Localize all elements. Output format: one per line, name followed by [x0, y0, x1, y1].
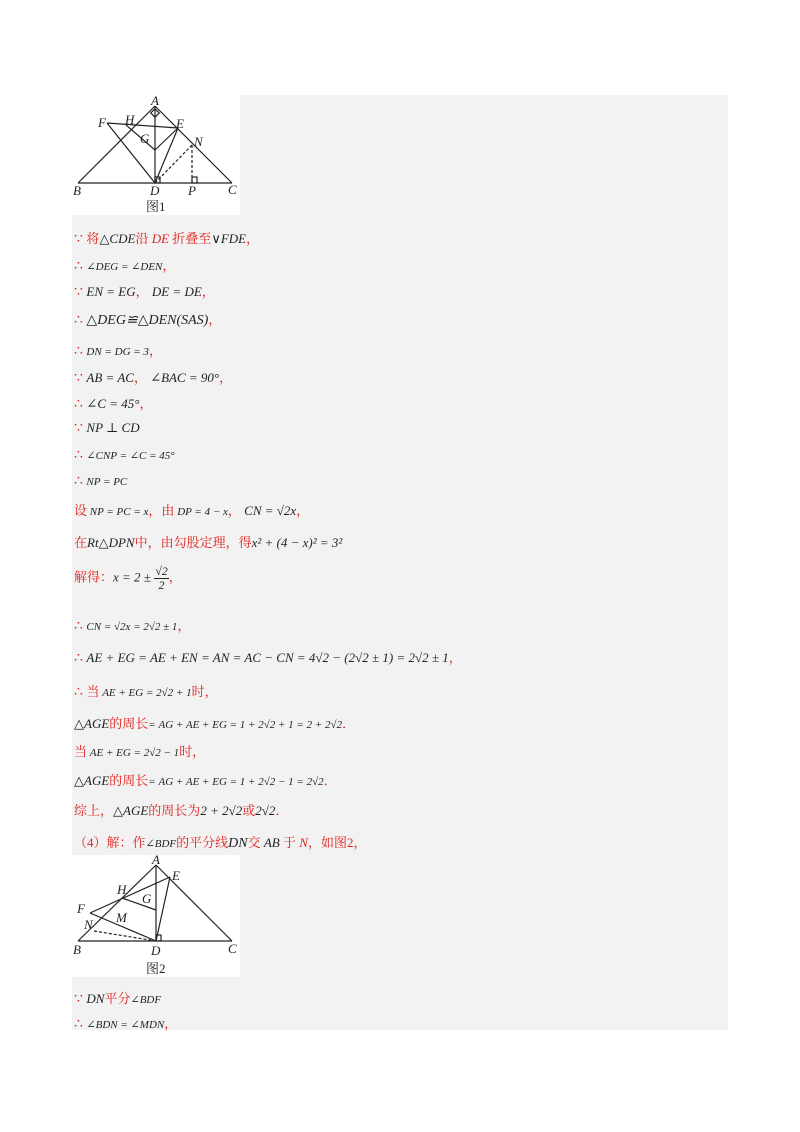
line-fragment: △AGE	[113, 803, 149, 818]
line-fragment: ，	[448, 650, 462, 665]
label-B2: B	[73, 942, 81, 957]
line-fragment: N	[296, 835, 308, 850]
label-A2: A	[152, 855, 160, 867]
line-fragment: 的平分线	[176, 835, 229, 850]
fraction-denominator: 2	[158, 578, 165, 592]
label-G2: G	[142, 891, 152, 906]
line-fragment: 时，	[191, 684, 218, 699]
line-fragment: = AG + AE + EG = 1 + 2√2 + 1 = 2 + 2√2	[148, 719, 343, 731]
solution-line	[74, 713, 355, 732]
line-fragment: ，	[162, 258, 176, 273]
line-fragment: DN = DG = 3	[86, 346, 149, 358]
therefore-symbol: ∴	[74, 344, 87, 359]
line-fragment: ．	[275, 803, 289, 818]
label-D: D	[150, 183, 160, 198]
fraction-numerator: √2	[155, 564, 168, 578]
line-fragment: AB	[260, 835, 283, 850]
label-H: H	[125, 112, 135, 127]
line-fragment: DE = DE	[151, 284, 202, 299]
label-H2: H	[117, 882, 127, 897]
line-fragment: 或	[242, 803, 256, 818]
therefore-symbol: ∴	[74, 1017, 87, 1032]
label-P: P	[188, 183, 196, 198]
line-fragment: CN = √2x	[244, 503, 297, 518]
line-fragment: ，	[164, 1016, 178, 1031]
line-fragment: 折叠至	[172, 231, 212, 246]
line-fragment: 2 + 2√2	[200, 803, 243, 818]
line-fragment: ∠BDF	[145, 838, 177, 850]
line-fragment: （4）解：作	[74, 835, 146, 850]
because-symbol: ∵	[74, 371, 87, 386]
label-F: F	[98, 115, 106, 130]
figure-2-caption: 图2	[146, 961, 166, 976]
label-E: E	[176, 116, 184, 131]
line-fragment: ，	[135, 284, 152, 299]
figure-1	[72, 95, 240, 215]
line-fragment: 的周长	[109, 716, 149, 731]
solution-line	[74, 281, 215, 301]
solution-line	[74, 681, 218, 701]
line-fragment: NP = PC	[86, 476, 128, 488]
line-fragment: ，由	[148, 503, 175, 518]
line-fragment: ∠BAC = 90°	[150, 370, 220, 385]
line-fragment: 时，	[179, 744, 206, 759]
therefore-symbol: ∴	[74, 313, 87, 328]
label-A: A	[151, 95, 159, 108]
line-fragment: 设	[74, 503, 88, 518]
solution-line	[74, 420, 140, 437]
solution-line	[74, 770, 337, 789]
because-symbol: ∵	[74, 421, 87, 436]
line-fragment: 于	[283, 835, 297, 850]
line-fragment: ，如图2，	[307, 835, 367, 850]
line-fragment: NP = PC = x	[87, 506, 149, 518]
solution-line	[74, 447, 175, 464]
line-fragment: ．	[323, 773, 337, 788]
line-fragment: ∠CNP = ∠C = 45°	[86, 450, 175, 462]
because-symbol: ∵	[74, 285, 87, 300]
solution-line	[74, 800, 288, 819]
solution-line	[74, 741, 205, 760]
line-fragment: ，	[201, 284, 215, 299]
line-fragment: Rt△DPN	[87, 535, 135, 550]
line-fragment: NP ⊥ CD	[86, 420, 140, 435]
line-fragment: △DEG≌△DEN(SAS)	[86, 313, 209, 328]
line-fragment: ∠BDF	[130, 994, 162, 1006]
line-fragment: 的周长为	[148, 803, 201, 818]
line-fragment: DP = 4 − x	[174, 506, 228, 518]
line-fragment: ，	[133, 370, 151, 385]
solution-line	[74, 393, 152, 413]
figure-1-caption: 图1	[146, 199, 166, 214]
line-fragment: ∨FDE	[211, 231, 247, 246]
solution-line	[74, 532, 342, 551]
because-symbol: ∵	[74, 992, 87, 1007]
line-fragment: DN	[86, 991, 105, 1006]
line-fragment: ∠BDN = ∠MDN	[86, 1019, 165, 1031]
line-fragment: 2√2	[255, 803, 276, 818]
line-fragment: ，	[219, 370, 233, 385]
line-fragment: 交	[247, 835, 261, 850]
label-E2: E	[172, 868, 180, 883]
line-fragment: △CDE	[99, 231, 136, 246]
line-fragment: AE + EG = AE + EN = AN = AC − CN = 4√2 − (2√2 ± 1) = 2√2 ± 1	[86, 650, 449, 665]
line-fragment: EN = EG	[86, 284, 136, 299]
solution-line	[74, 473, 127, 490]
solution-line	[74, 615, 190, 635]
figure-1-diagram	[72, 95, 240, 215]
therefore-symbol: ∴	[74, 685, 87, 700]
line-fragment: 综上，	[74, 803, 114, 818]
therefore-symbol: ∴	[74, 259, 87, 274]
line-fragment: DN	[228, 836, 248, 851]
line-fragment: x = 2 ±	[113, 569, 155, 585]
line-fragment: ，	[227, 503, 245, 518]
line-fragment: ，	[246, 231, 260, 246]
solution-line	[74, 340, 162, 360]
solution-line	[74, 565, 182, 592]
line-fragment: 的周长	[109, 773, 149, 788]
because-symbol: ∵	[74, 232, 87, 247]
line-fragment: ．	[342, 716, 356, 731]
line-fragment: 中，由勾股定理，得	[134, 535, 252, 550]
label-G: G	[140, 131, 150, 146]
line-fragment: AB = AC	[86, 370, 134, 385]
line-fragment: ，	[139, 396, 153, 411]
label-D2: D	[151, 943, 161, 958]
therefore-symbol: ∴	[74, 474, 87, 489]
therefore-symbol: ∴	[74, 397, 87, 412]
solution-line	[74, 832, 366, 852]
solution-line	[74, 255, 175, 275]
fraction	[154, 565, 169, 592]
label-B: B	[73, 183, 81, 198]
line-fragment: 当	[74, 744, 88, 759]
label-F2: F	[77, 901, 85, 916]
solution-line	[74, 367, 232, 387]
label-C: C	[228, 182, 237, 197]
line-fragment: ，	[177, 618, 191, 633]
line-fragment: AE + EG = 2√2 + 1	[99, 687, 192, 699]
line-fragment: ，	[208, 312, 222, 327]
line-fragment: DE	[148, 231, 173, 246]
line-fragment: △AGE	[74, 773, 110, 788]
solution-line	[74, 309, 221, 329]
line-fragment: ∠C = 45°	[86, 396, 140, 411]
line-fragment: AE + EG = 2√2 − 1	[87, 747, 180, 759]
line-fragment: CN = √2x = 2√2 ± 1	[86, 621, 178, 633]
line-fragment: 在	[74, 535, 88, 550]
line-fragment: ，	[296, 503, 310, 518]
therefore-symbol: ∴	[74, 448, 87, 463]
solution-line	[74, 647, 462, 667]
label-N2: N	[84, 917, 93, 932]
line-fragment: 将	[86, 231, 100, 246]
label-N: N	[194, 134, 203, 149]
label-C2: C	[228, 941, 237, 956]
line-fragment: 沿	[135, 231, 149, 246]
line-fragment: ∠DEG = ∠DEN	[86, 261, 163, 273]
label-M2: M	[116, 910, 127, 925]
line-fragment: ，	[168, 569, 182, 585]
line-fragment: 解得：	[74, 569, 114, 585]
line-fragment: x² + (4 − x)² = 3²	[251, 535, 343, 550]
line-fragment: △AGE	[74, 716, 110, 731]
line-fragment: 平分	[104, 991, 131, 1006]
solution-line	[74, 988, 161, 1008]
line-fragment: = AG + AE + EG = 1 + 2√2 − 1 = 2√2	[148, 776, 324, 788]
line-fragment: 当	[86, 684, 100, 699]
therefore-symbol: ∴	[74, 619, 87, 634]
solution-line	[74, 228, 259, 248]
solution-line	[74, 1013, 177, 1033]
solution-line	[74, 500, 309, 519]
therefore-symbol: ∴	[74, 651, 87, 666]
line-fragment: ，	[148, 343, 162, 358]
figure-2-diagram	[72, 855, 240, 977]
figure-2	[72, 855, 240, 977]
